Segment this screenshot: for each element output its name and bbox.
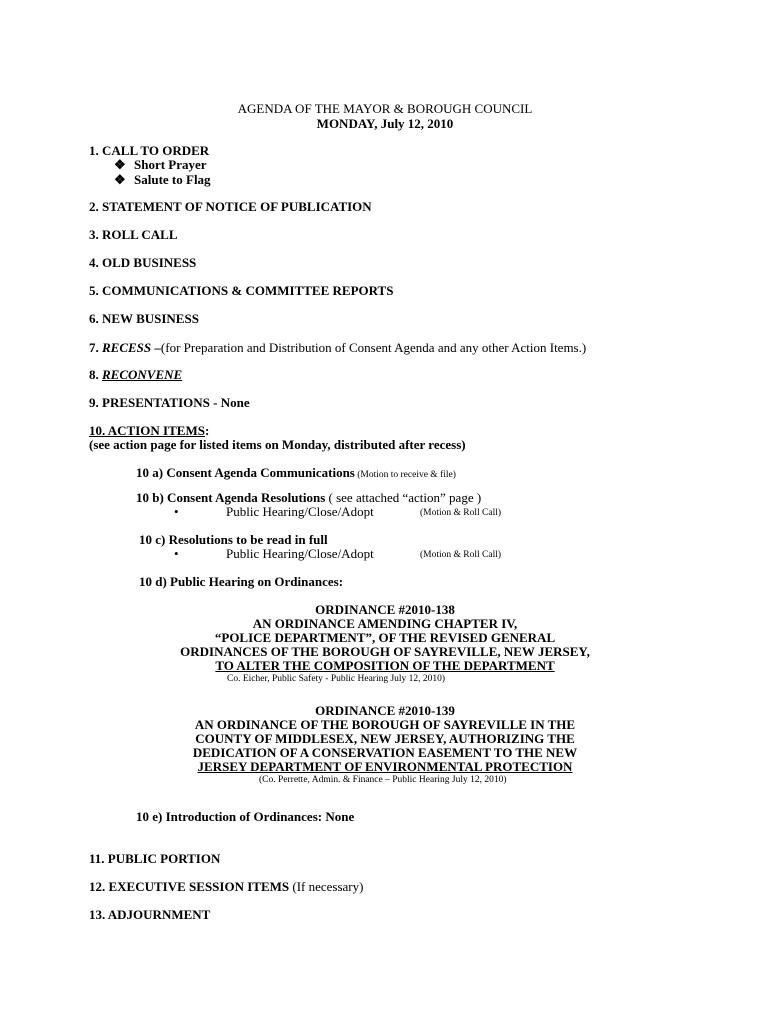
ordinance-139-line: COUNTY OF MIDDLESEX, NEW JERSEY, AUTHORIZING THE — [195, 731, 575, 746]
list-item — [114, 172, 211, 187]
ordinance-138-line: ORDINANCES OF THE BOROUGH OF SAYREVILLE, NEW JERSEY, — [180, 644, 590, 659]
public-hearing-label: Public Hearing/Close/Adopt — [226, 546, 374, 561]
item-statement: 2. STATEMENT OF NOTICE OF PUBLICATION — [89, 199, 372, 214]
motion-roll-note: (Motion & Roll Call) — [420, 550, 502, 560]
motion-roll-note: (Motion & Roll Call) — [420, 508, 502, 518]
list-item — [174, 504, 374, 519]
recess-number: 7. — [89, 340, 102, 355]
salute-flag-label: Salute to Flag — [134, 172, 211, 187]
ordinance-139-title-underlined: JERSEY DEPARTMENT OF ENVIRONMENTAL PROTECTION — [197, 759, 573, 774]
item-recess — [89, 340, 586, 355]
ordinance-138-note: Co. Eicher, Public Safety - Public Hearing July 12, 2010) — [227, 674, 446, 684]
ordinance-139-line — [0, 759, 770, 774]
ordinance-139-line: AN ORDINANCE OF THE BOROUGH OF SAYREVILLE IN THE — [194, 717, 576, 732]
diamond-bullet-icon: ❖ — [114, 157, 126, 172]
item-resolutions-full: 10 c) Resolutions to be read in full — [139, 532, 328, 547]
consent-comm-label: 10 a) Consent Agenda Communications — [136, 465, 355, 480]
item-public-hearing-ordinances: 10 d) Public Hearing on Ordinances: — [139, 574, 344, 589]
agenda-date: MONDAY, July 12, 2010 — [316, 116, 454, 131]
item-call-to-order: 1. CALL TO ORDER — [89, 143, 210, 158]
agenda-title: AGENDA OF THE MAYOR & BOROUGH COUNCIL — [237, 101, 533, 116]
ordinance-139-line: DEDICATION OF A CONSERVATION EASEMENT TO THE NEW — [192, 745, 578, 760]
ordinance-138-number: ORDINANCE #2010-138 — [315, 602, 455, 617]
item-new-business: 6. NEW BUSINESS — [89, 311, 199, 326]
recess-label: RECESS — [102, 340, 152, 355]
ordinance-138-line: “POLICE DEPARTMENT”, OF THE REVISED GENERAL — [214, 630, 556, 645]
exec-session-note: (If necessary) — [289, 879, 364, 894]
consent-comm-note: (Motion to receive & file) — [354, 470, 456, 480]
item-introduction-ordinances: 10 e) Introduction of Ordinances: None — [136, 809, 355, 824]
ordinance-138-line — [0, 658, 770, 673]
action-items-label: 10. ACTION ITEMS — [89, 423, 205, 438]
item-action-items — [89, 423, 209, 438]
item-consent-resolutions — [136, 490, 481, 505]
item-presentations: 9. PRESENTATIONS - None — [89, 395, 250, 410]
bullet-icon: • — [174, 546, 179, 561]
reconvene-number: 8. — [89, 367, 102, 382]
recess-note: (for Preparation and Distribution of Consent Agenda and any other Action Items.) — [160, 340, 587, 355]
exec-session-label: 12. EXECUTIVE SESSION ITEMS — [89, 879, 290, 894]
ordinance-138-title-underlined: TO ALTER THE COMPOSITION OF THE DEPARTMENT — [215, 658, 555, 673]
public-hearing-label: Public Hearing/Close/Adopt — [226, 504, 374, 519]
item-public-portion: 11. PUBLIC PORTION — [89, 851, 221, 866]
consent-res-label: 10 b) Consent Agenda Resolutions — [136, 490, 326, 505]
action-items-colon: : — [204, 423, 210, 438]
ordinance-139-note: (Co. Perrette, Admin. & Finance – Public Hearing July 12, 2010) — [259, 775, 507, 785]
recess-dash: – — [151, 340, 161, 355]
item-executive-session — [89, 879, 363, 894]
item-consent-communications — [136, 465, 456, 483]
item-reconvene — [89, 367, 182, 382]
item-old-business: 4. OLD BUSINESS — [89, 255, 197, 270]
diamond-bullet-icon: ❖ — [114, 172, 126, 187]
list-item — [174, 546, 374, 561]
action-items-note: (see action page for listed items on Monday, distributed after recess) — [89, 437, 466, 452]
item-roll-call: 3. ROLL CALL — [89, 227, 178, 242]
short-prayer-label: Short Prayer — [134, 157, 207, 172]
ordinance-139-number: ORDINANCE #2010-139 — [315, 703, 455, 718]
consent-res-note: ( see attached “action” page ) — [325, 490, 482, 505]
item-communications: 5. COMMUNICATIONS & COMMITTEE REPORTS — [89, 283, 394, 298]
bullet-icon: • — [174, 504, 179, 519]
item-adjournment: 13. ADJOURNMENT — [89, 907, 211, 922]
list-item — [114, 157, 207, 172]
ordinance-138-line: AN ORDINANCE AMENDING CHAPTER IV, — [252, 616, 518, 631]
reconvene-label: RECONVENE — [102, 367, 183, 382]
